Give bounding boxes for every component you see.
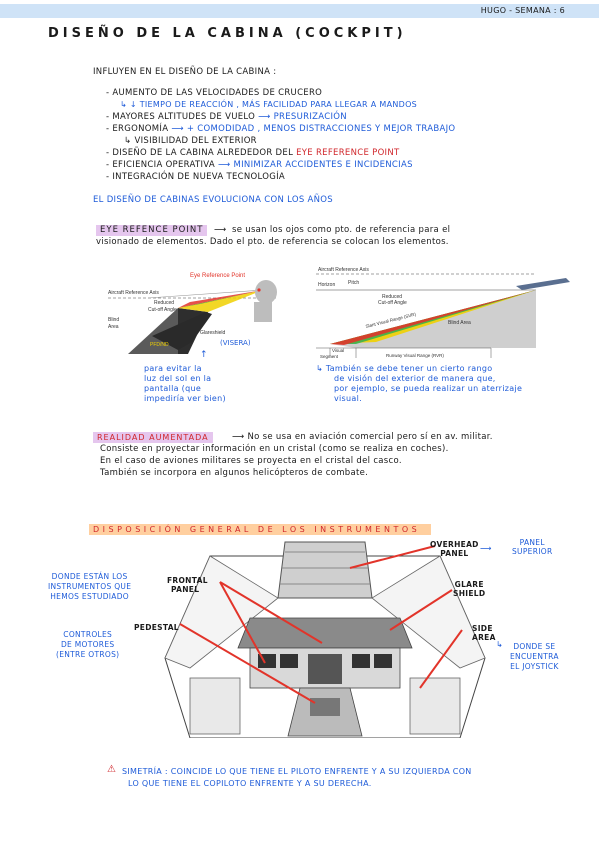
svr-label: Slant Visual Range (SVR) xyxy=(365,311,417,329)
pedestal-note: CONTROLES DE MOTORES (ENTRE OTROS) xyxy=(56,630,120,659)
area-label: Area xyxy=(108,324,119,330)
pfd-label: PFD/ND xyxy=(150,342,169,348)
symmetry-line2: LO QUE TIENE EL COPILOTO ENFRENTE Y A SU DERECHA. xyxy=(128,779,372,788)
aircraft-icon xyxy=(516,278,570,290)
pitch-label: Pitch xyxy=(348,280,360,286)
erp-arrow: ⟶ xyxy=(214,225,227,235)
side-area-arrow: ↳ xyxy=(496,640,504,649)
erp-label: EYE REFENCE POINT xyxy=(96,225,207,236)
factor-4: - DISEÑO DE LA CABINA ALREDEDOR DEL EYE REFERENCE POINT xyxy=(106,148,400,158)
factor-3-sub: ↳ VISIBILIDAD DEL EXTERIOR xyxy=(124,136,257,146)
factor-1: - AUMENTO DE LAS VELOCIDADES DE CRUCERO xyxy=(106,88,323,98)
warning-icon: ⚠ xyxy=(107,764,116,775)
erp-line2: visionado de elementos. Dado el pto. de referencia se colocan los elementos. xyxy=(96,237,449,247)
reduced-label: Reduced xyxy=(382,294,403,300)
arrow-to-visera: ↑ xyxy=(200,350,208,360)
note-right: ↳ También se debe tener un cierto rango de visión del exterior de manera que, por ejemplo, se pueda realizar un aterrizaje visual. xyxy=(316,364,523,403)
pedestal-label: PEDESTAL xyxy=(134,623,179,632)
throttle-icon xyxy=(310,698,340,716)
blind-label: Blind xyxy=(108,317,120,323)
side-area-label: SIDE AREA xyxy=(472,624,496,642)
eye-point-icon xyxy=(257,288,260,291)
note-left: para evitar la luz del sol en la pantalla (que impediría ver bien) xyxy=(144,364,226,403)
right-side-area xyxy=(410,678,460,734)
overhead-panel-shape xyxy=(278,542,372,598)
cutoff-label: Cut-off Angle xyxy=(378,300,407,306)
rvr-label: Runway Visual Range (RVR) xyxy=(386,353,444,358)
ar-line4: También se incorpora en algunos helicópteros de combate. xyxy=(100,468,369,478)
influyen-intro: INFLUYEN EN EL DISEÑO DE LA CABINA : xyxy=(93,67,277,77)
ar-label: REALIDAD AUMENTADA xyxy=(93,432,213,443)
axis-label: Aircraft Reference Axis xyxy=(108,290,159,296)
overhead-label: OVERHEAD PANEL xyxy=(430,540,479,558)
side-area-note: DONDE SE ENCUENTRA EL JOYSTICK xyxy=(510,642,559,671)
center-display xyxy=(308,654,342,684)
overhead-arrow: ⟶ xyxy=(480,544,492,553)
visera-label: (VISERA) xyxy=(220,339,251,347)
frontal-label: FRONTAL PANEL xyxy=(167,576,208,594)
ar-line2: Consiste en proyectar información en un cristal (como se realiza en coches). xyxy=(100,444,449,454)
display-4 xyxy=(374,654,392,668)
ar-line1: ⟶ No se usa en aviación comercial pero sí en av. militar. xyxy=(232,432,493,442)
factor-6: - INTEGRACIÓN DE NUEVA TECNOLOGÍA xyxy=(106,172,286,182)
factor-2: - MAYORES ALTITUDES DE VUELO ⟶ PRESURIZACIÓN xyxy=(106,112,347,122)
reduced-label: Reduced xyxy=(154,300,175,306)
display-3 xyxy=(352,654,370,668)
display-2 xyxy=(280,654,298,668)
page-title: DISEÑO DE LA CABINA (COCKPIT) xyxy=(48,26,407,41)
left-side-area xyxy=(190,678,240,734)
evolution-note: EL DISEÑO DE CABINAS EVOLUCIONA CON LOS AÑOS xyxy=(93,195,333,205)
factor-5: - EFICIENCIA OPERATIVA ⟶ MINIMIZAR ACCIDENTES E INCIDENCIAS xyxy=(106,160,413,170)
diagram-left xyxy=(108,264,298,364)
glareshield-shape xyxy=(238,618,412,648)
cockpit-illustration xyxy=(150,538,500,738)
vision-cone-yellow xyxy=(178,290,263,312)
disposition-label: DISPOSICIÓN GENERAL DE LOS INSTRUMENTOS xyxy=(89,524,431,535)
cutoff-label: Cut-off Angle xyxy=(148,307,177,313)
factor-3: - ERGONOMÍA ⟶ + COMODIDAD , MENOS DISTRACCIONES Y MEJOR TRABAJO xyxy=(106,124,456,134)
segment-label: Segment xyxy=(320,354,339,359)
panel-superior-label: PANEL SUPERIOR xyxy=(512,538,553,556)
header-label: HUGO - SEMANA : 6 xyxy=(480,6,565,15)
diagram-right xyxy=(316,266,576,360)
eye-ref-label: Eye Reference Point xyxy=(190,273,246,279)
blind-label: Blind Area xyxy=(448,320,471,326)
horizon-label: Horizon xyxy=(318,282,336,288)
body-icon xyxy=(254,302,272,322)
symmetry-line1: SIMETRÍA : COINCIDE LO QUE TIENE EL PILOTO ENFRENTE Y A SU IZQUIERDA CON xyxy=(122,767,472,776)
visual-label: Visual xyxy=(332,348,345,353)
frontal-note: DONDE ESTÁN LOS INSTRUMENTOS QUE HEMOS ESTUDIADO xyxy=(48,572,132,601)
glareshield-label: Glareshield xyxy=(200,330,226,336)
erp-line1: se usan los ojos como pto. de referencia para el xyxy=(232,225,451,235)
head-icon xyxy=(255,280,277,304)
axis-label: Aircraft Reference Axis xyxy=(318,267,369,273)
ar-line3: En el caso de aviones militares se proyecta en el cristal del casco. xyxy=(100,456,402,466)
factor-1-note: ↳ ↓ TIEMPO DE REACCIÓN , MÁS FACILIDAD PARA LLEGAR A MANDOS xyxy=(120,100,418,109)
glareshield-label: GLARE SHIELD xyxy=(453,580,486,598)
